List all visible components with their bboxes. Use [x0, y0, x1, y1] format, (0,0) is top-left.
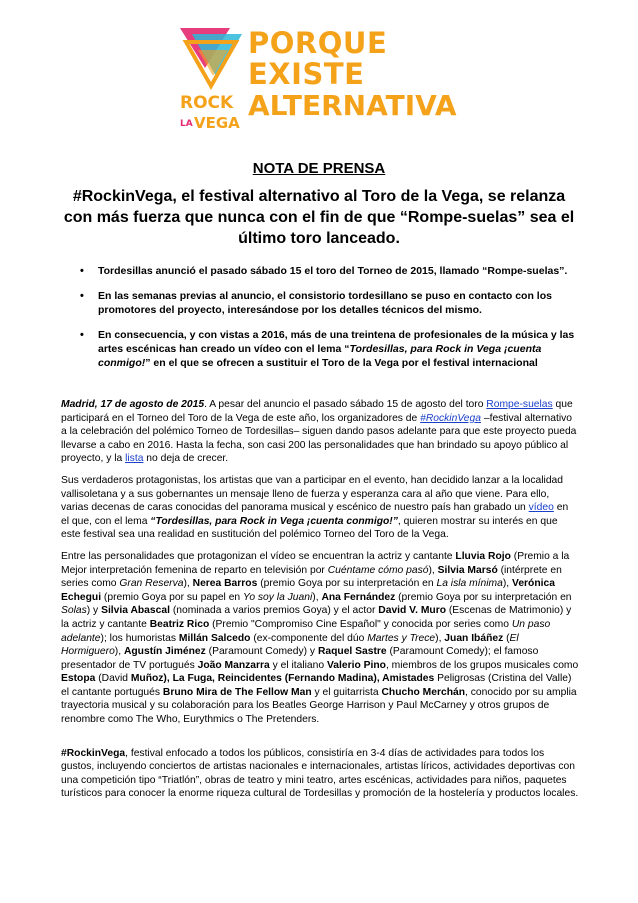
- title-italic: El Hormiguero: [61, 632, 519, 658]
- text-run: ) y: [86, 605, 102, 617]
- name-bold: Estopa: [61, 673, 96, 685]
- paragraph-protagonists: [61, 474, 579, 542]
- text-run: (ex-componente del dúo: [250, 632, 368, 644]
- link-lista[interactable]: lista: [125, 453, 144, 465]
- title-italic: Gran Reserva: [119, 578, 184, 590]
- text-run: y el italiano: [269, 659, 327, 671]
- link-rockinvega[interactable]: #RockinVega: [420, 412, 481, 424]
- bullet-item: [80, 328, 580, 370]
- bullet-icon: •: [80, 329, 84, 341]
- name-bold: Beatriz Rico: [149, 618, 210, 630]
- paragraph-personalities: [61, 550, 579, 727]
- text-run: ),: [435, 632, 445, 644]
- title-italic: Cuéntame cómo pasó: [327, 564, 429, 576]
- text-run: (: [503, 632, 510, 644]
- text-run: , quieren mostrar su interés en que este festival sea una realidad en sustitución del polémico Torneo del Toro de la Vega.: [61, 515, 558, 541]
- title-italic: La isla mínima: [436, 578, 503, 590]
- name-bold: Valerio Pino: [326, 659, 386, 671]
- text-run: Sus verdaderos protagonistas, los artistas que van a participar en el evento, han decidido lanzar a la localidad vallisoletana y a sus gobernantes un mensaje lleno de fuerza y esperanza cara al año que viene. Para ello, varias decenas de caras conocidas del panorama musical y escénico de nuestro país han grabado un: [61, 474, 563, 514]
- text-run: . A pesar del anuncio el pasado sábado 15 de agosto del toro: [204, 399, 487, 410]
- hashtag: #RockinVega: [61, 747, 126, 759]
- name-bold: Bruno Mira de The Fellow Man: [162, 686, 312, 698]
- text-run: ),: [114, 646, 124, 658]
- triangle-logo-mark: [178, 22, 248, 134]
- text-run: , miembros de los grupos musicales como: [385, 659, 579, 671]
- name-bold: Agustín Jiménez: [123, 646, 206, 658]
- text-run: Entre las personalidades que protagonizan el vídeo se encuentran la actriz y cantante: [61, 550, 456, 562]
- bullet-text: Tordesillas anunció el pasado sábado 15 el toro del Torneo de 2015, llamado “Rompe-suelas”.: [98, 265, 568, 277]
- text-run: y el guitarrista: [311, 686, 382, 698]
- dateline: Madrid, 17 de agosto de 2015: [61, 399, 205, 410]
- name-bold: Juan Ibáñez: [444, 632, 504, 644]
- title-italic: Yo soy la Juani: [243, 591, 313, 603]
- logo-wordmark: [248, 28, 463, 121]
- text-run: (David: [95, 673, 131, 685]
- text-run: , festival enfocado a todos los públicos, consistiría en 3-4 días de actividades para todos los gustos, incluyendo conciertos de artistas nacionales e internacionales, artistas líricos, actividades deportivas con una competición tipo “Triatlón”, obras de teatro y mini teatro, artes escénicas, actividades para niños, paquetes turísticos para conocer la enorme riqueza cultural de Tordesillas y promoción de la hostelería y productos locales.: [61, 747, 579, 800]
- headline: #RockinVega, el festival alternativo al Toro de la Vega, se relanza con más fuerza que nunca con el fin de que “Rompe-suelas” sea el último toro lanceado.: [63, 188, 575, 247]
- text-run: (intérprete en series como: [61, 564, 562, 590]
- text-run: (Paramount Comedy); el famoso presentador de TV portugués: [61, 646, 539, 671]
- name-bold: Verónica Echegui: [61, 578, 555, 603]
- text-run: no deja de crecer.: [143, 453, 229, 465]
- text-run: en el que, con el lema: [61, 502, 569, 527]
- text-run: ),: [502, 578, 513, 590]
- text-run: ); los humoristas: [100, 632, 179, 644]
- text-run: ),: [312, 591, 322, 603]
- text-run: (nominada a varios premios Goya) y el actor: [169, 605, 379, 617]
- name-bold: David V. Muro: [378, 605, 446, 617]
- text-run: (Premio a la Mejor interpretación femenina de reparto en televisión por: [61, 550, 570, 576]
- text-run: (premio Goya por su papel en: [101, 591, 244, 603]
- text-run: (premio Goya por su interpretación en: [257, 578, 437, 590]
- text-run: Peligrosas (Cristina del Valle) el cantante portugués: [61, 673, 572, 698]
- logo-line-alternativa: ALTERNATIVA: [248, 89, 457, 122]
- paragraph-festival: [61, 747, 579, 801]
- bullet-text-part: En consecuencia, y con vistas a 2016, más de una treintena de profesionales de la música y las artes escénicas han creado un vídeo con el lema “: [98, 329, 575, 355]
- bullet-item: [80, 264, 580, 278]
- bullet-item: [80, 289, 580, 317]
- bullet-text-part: ” en el que se ofrecen a sustituir el Toro de la Vega por el festival internacional: [145, 357, 538, 369]
- text-run: ),: [428, 564, 438, 576]
- text-run: ),: [183, 578, 193, 590]
- bullet-text: [98, 329, 574, 369]
- name-bold: Millán Salcedo: [178, 632, 251, 644]
- text-run: –festival alternativo a la celebración del polémico Torneo de Tordesillas– siguen dando pasos adelante para que este proyecto pueda llevarse a cabo en 2016. Hasta la fecha, son casi 200 las personalidades que han brindado su apoyo público al proyecto, y la: [61, 412, 577, 465]
- logo-line-porque: PORQUE: [248, 26, 388, 60]
- text-run: (Escenas de Matrimonio) y la actriz y cantante: [61, 605, 572, 630]
- name-bold: Ana Fernández: [321, 591, 396, 603]
- paragraph-intro: [61, 398, 579, 466]
- name-bold: João Manzarra: [197, 659, 270, 671]
- motto: “Tordesillas, para Rock in Vega ¡cuenta conmigo!”: [150, 515, 398, 527]
- link-rompe-suelas[interactable]: Rompe-suelas: [486, 399, 553, 410]
- text-run: (premio Goya por su interpretación en: [395, 591, 572, 603]
- text-run: , conocido por su amplia trayectoria musical y su colaboración para los Beatles George Harrison y Paul McCarney y otros grupos de renombre como The Who, Eurythmics o The Pretenders.: [61, 686, 577, 726]
- name-bold: Raquel Sastre: [317, 646, 387, 658]
- bullet-icon: •: [80, 265, 84, 277]
- title-italic: Martes y Trece: [367, 632, 436, 644]
- bullet-text: En las semanas previas al anuncio, el consistorio tordesillano se puso en contacto con los promotores del proyecto, interesándose por los detalles técnicos del mismo.: [98, 290, 552, 316]
- title-italic: Un paso adelante: [61, 618, 551, 644]
- text-run: (Premio "Compromiso Cine Español" y conocida por series como: [209, 618, 512, 630]
- title-italic: Solas: [61, 605, 87, 617]
- logo-la: LA: [180, 119, 193, 129]
- name-bold: Chucho Merchán: [381, 686, 466, 698]
- name-bold: Muñoz), La Fuga, Reincidentes (Fernando Madina), Amistades: [130, 673, 435, 685]
- link-video[interactable]: vídeo: [528, 502, 554, 514]
- name-bold: Lluvia Rojo: [455, 550, 511, 562]
- name-bold: Silvia Marsó: [437, 564, 498, 576]
- article-body: [61, 398, 579, 809]
- name-bold: Nerea Barros: [192, 578, 258, 590]
- logo-rock: ROCK: [180, 93, 234, 113]
- bullet-motto: Tordesillas, para Rock in Vega ¡cuenta conmigo!: [98, 343, 542, 369]
- bullet-icon: •: [80, 290, 84, 302]
- press-release-kicker: NOTA DE PRENSA: [252, 160, 386, 177]
- festival-logo: [178, 22, 463, 134]
- name-bold: Silvia Abascal: [101, 605, 170, 617]
- logo-line-existe: EXISTE: [248, 57, 365, 91]
- text-run: (Paramount Comedy) y: [205, 646, 318, 658]
- text-run: que participará en el Torneo del Toro de la Vega de este año, los organizadores de: [61, 399, 573, 424]
- logo-vega: VEGA: [194, 114, 240, 132]
- summary-bullets: [80, 264, 580, 381]
